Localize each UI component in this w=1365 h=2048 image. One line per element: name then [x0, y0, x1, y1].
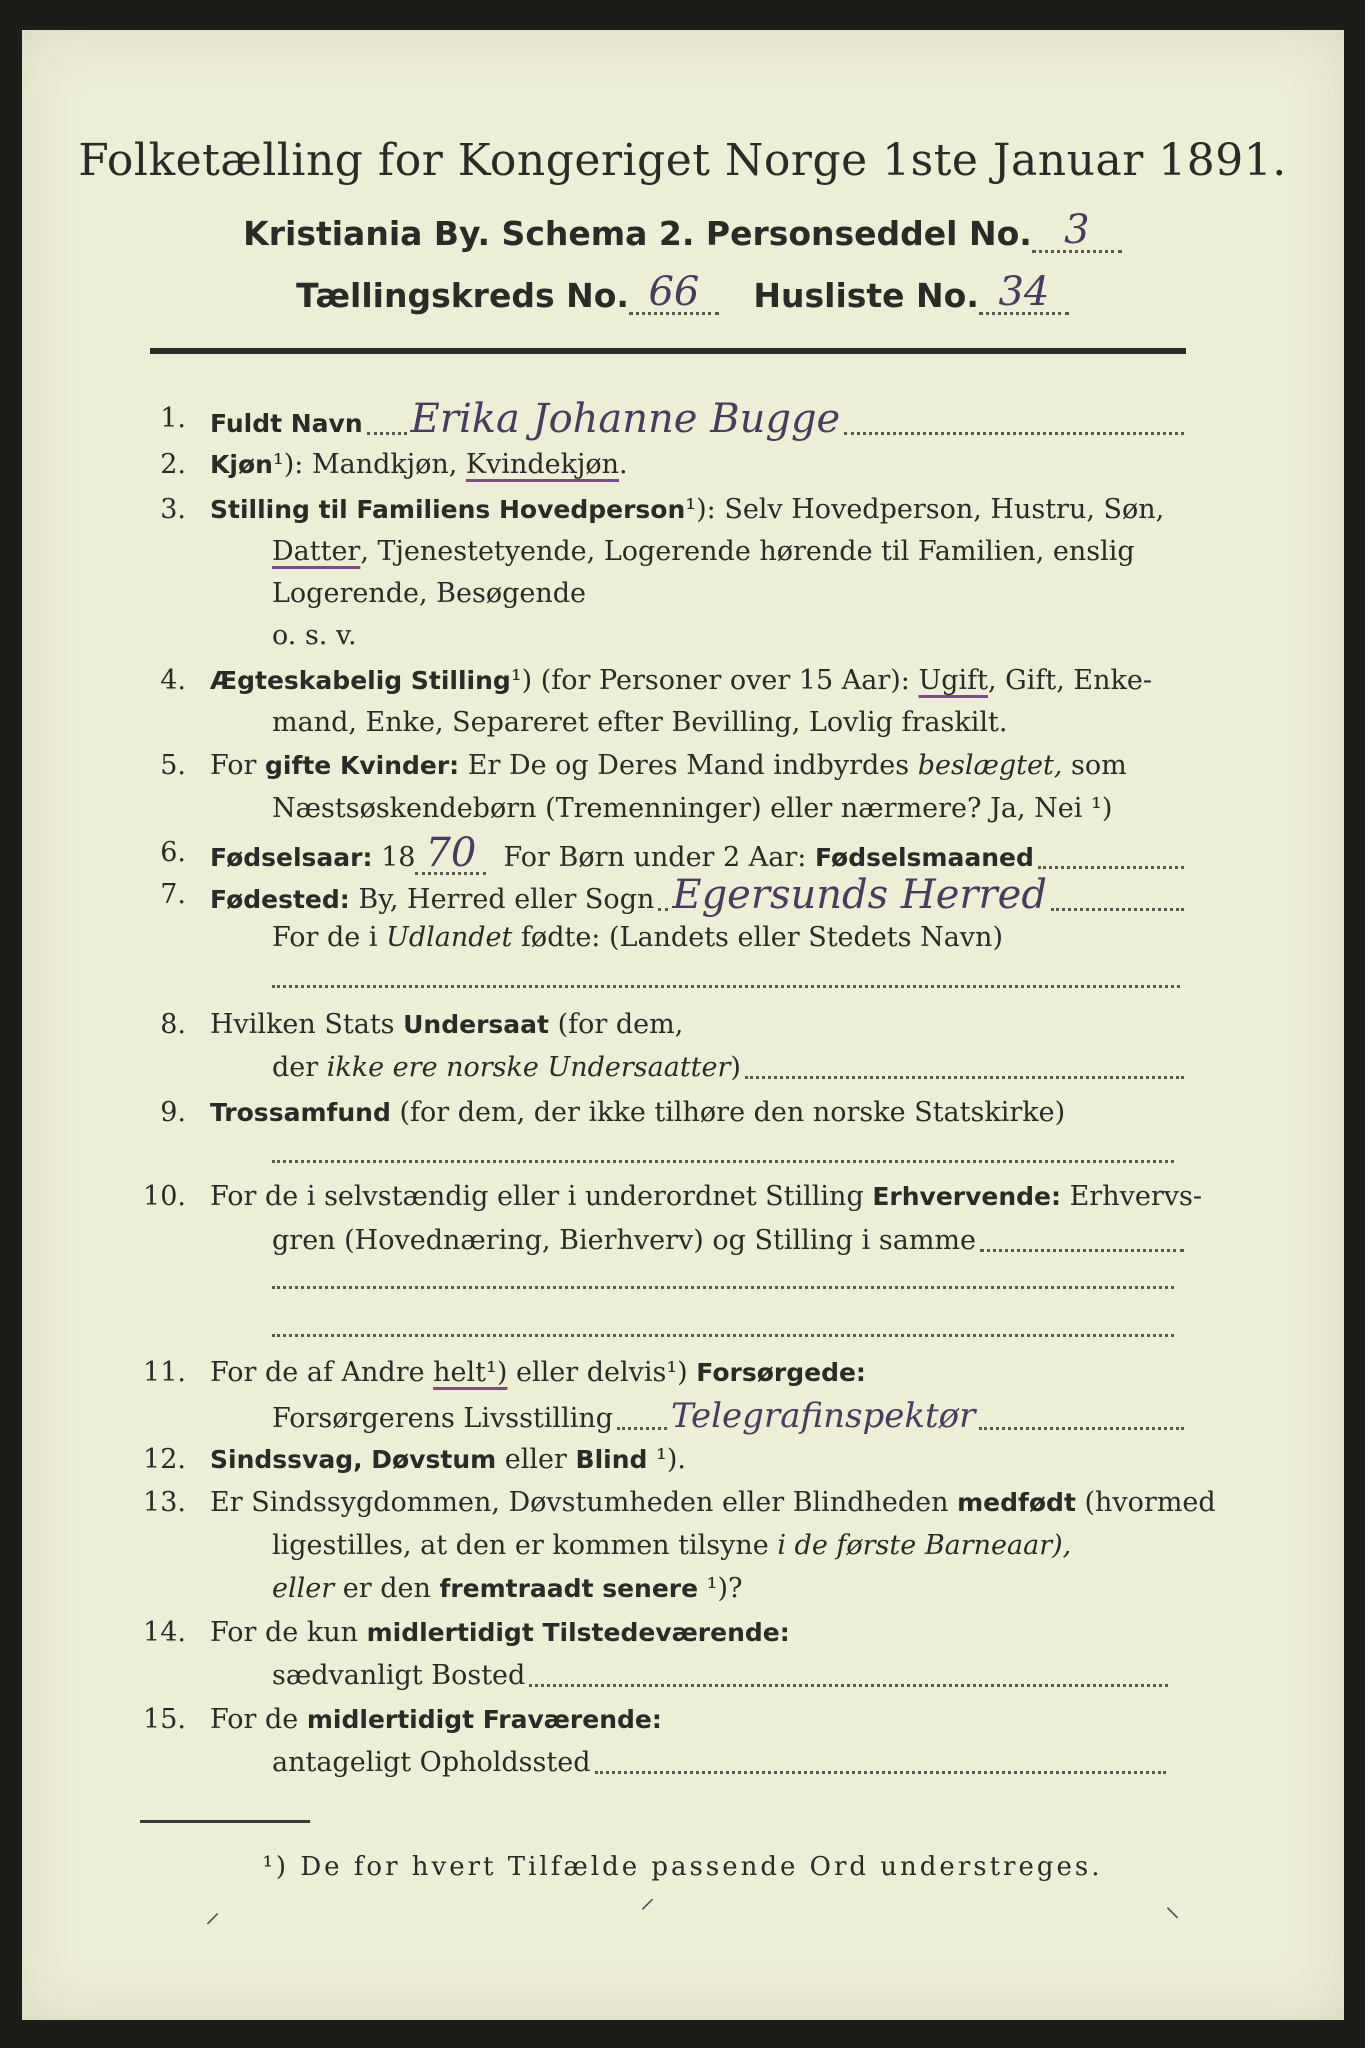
text: Erhvervs-	[1061, 1181, 1202, 1212]
pencil-mark-icon: ⸜	[1165, 1889, 1180, 1924]
birth-year-value[interactable]: 70	[415, 834, 486, 875]
birthplace-label: Fødested:	[210, 885, 350, 914]
item-number: 10.	[143, 1181, 186, 1212]
text: For de kun	[210, 1617, 367, 1648]
item-number: 2.	[160, 449, 186, 480]
text: gren (Hovednæring, Bierhverv) og Stilling i samme	[272, 1225, 977, 1256]
dotted-leader	[1051, 908, 1184, 911]
temporary-absent-label: midlertidigt Fraværende:	[306, 1705, 662, 1734]
dotted-leader	[658, 908, 668, 911]
italic-text: ikke ere norske Undersaatter	[326, 1052, 731, 1083]
sex-selected[interactable]: Kvindekjøn	[465, 449, 620, 480]
item-number: 8.	[160, 1009, 186, 1040]
footnote-mark: ¹)	[272, 449, 295, 480]
full-name-value[interactable]: Erika Johanne Bugge	[410, 396, 841, 442]
item-number: 5.	[160, 750, 186, 781]
header-rule	[150, 348, 1186, 354]
text: er den	[334, 1573, 440, 1604]
item-number: 11.	[143, 1357, 186, 1388]
position-etc: o. s. v.	[272, 620, 357, 651]
household-position-label: Stilling til Familiens Hovedperson	[210, 495, 686, 524]
dotted-leader	[1038, 866, 1184, 869]
text: (for dem, der ikke tilhøre den norske Statskirke)	[390, 1097, 1066, 1128]
italic-text: eller	[272, 1573, 335, 1604]
religion-field[interactable]	[272, 1160, 1174, 1163]
pencil-mark-icon: ⸝	[205, 1895, 220, 1930]
text: ¹)?	[698, 1573, 743, 1604]
item-number: 13.	[143, 1487, 186, 1518]
text: antageligt Opholdssted	[272, 1747, 591, 1778]
item-number: 4.	[160, 665, 186, 696]
text: )	[730, 1052, 741, 1083]
blind-label: Blind	[575, 1445, 648, 1474]
dotted-leader	[979, 1427, 1184, 1430]
text: sædvanligt Bosted	[272, 1660, 526, 1691]
marital-status-label: Ægteskabelig Stilling	[210, 666, 511, 695]
text: fødte: (Landets eller Stedets Navn)	[512, 922, 1003, 953]
year-prefix: 18	[372, 842, 416, 873]
schema-line	[0, 207, 1365, 253]
foreign-birthplace-line[interactable]	[272, 985, 1180, 988]
item-number: 3.	[160, 494, 186, 525]
text: ¹).	[647, 1444, 686, 1475]
usual-residence-field[interactable]	[529, 1684, 1168, 1687]
text: For de i selvstændig eller i underordnet Stilling	[210, 1181, 873, 1212]
text: For Børn under 2 Aar:	[486, 842, 815, 873]
footnote-rule	[140, 1820, 310, 1823]
text: der	[272, 1052, 327, 1083]
husliste-label: Husliste No.	[753, 276, 979, 315]
birthplace-value[interactable]: Egersunds Herred	[672, 872, 1047, 918]
item-number: 6.	[160, 837, 186, 868]
item-number: 1.	[160, 403, 186, 434]
item-number: 12.	[143, 1444, 186, 1475]
marital-options: (for Personer over 15 Aar):	[532, 665, 919, 696]
kreds-no-field[interactable]: 66	[629, 272, 719, 315]
text: Er Sindssygdommen, Døvstumheden eller Blindheden	[210, 1487, 958, 1518]
item-number: 7.	[160, 879, 186, 910]
italic-text: Udlandet	[386, 922, 513, 953]
text: For de af Andre	[210, 1357, 434, 1388]
husliste-no-field[interactable]: 34	[979, 272, 1069, 315]
text: eller	[496, 1444, 576, 1475]
temporary-present-label: midlertidigt Tilstedeværende:	[366, 1618, 790, 1647]
text: eller delvis¹)	[507, 1357, 697, 1388]
position-options-cont: , Tjenestetyende, Logerende hørende til Familien, enslig	[360, 536, 1135, 567]
punct: .	[619, 449, 628, 480]
schema-label: Kristiania By. Schema 2. Personseddel No.	[243, 214, 1032, 253]
disability-label: Sindssvag, Døvstum	[210, 1445, 497, 1474]
occupation-label: Erhvervende:	[872, 1182, 1062, 1211]
religion-label: Trossamfund	[210, 1098, 391, 1127]
dotted-leader	[617, 1427, 667, 1430]
marital-options-cont: , Gift, Enke-	[988, 665, 1152, 696]
congenital-label: medfødt	[957, 1488, 1076, 1517]
text: For	[210, 750, 266, 781]
footnote-mark: ¹)	[510, 665, 533, 696]
text: (for dem,	[548, 1009, 684, 1040]
italic-text: beslægtet,	[917, 750, 1063, 781]
birth-year-label: Fødselsaar:	[210, 843, 373, 872]
occupation-field-3[interactable]	[272, 1334, 1174, 1337]
footnote-mark: ¹)	[685, 494, 707, 525]
marital-options-cont: mand, Enke, Separeret efter Bevilling, Lovlig fraskilt.	[272, 707, 1008, 738]
text: For de i	[272, 922, 387, 953]
text: By, Herred eller Sogn	[349, 884, 655, 915]
citizenship-field[interactable]	[745, 1076, 1184, 1079]
position-options-cont: Logerende, Besøgende	[272, 578, 586, 609]
item-number: 15.	[143, 1704, 186, 1735]
personseddel-no-field[interactable]: 3	[1032, 210, 1122, 253]
birth-month-label: Fødselsmaaned	[814, 843, 1034, 872]
text: Forsørgerens Livsstilling	[272, 1403, 614, 1434]
position-options: : Selv Hovedperson, Hustru, Søn,	[706, 494, 1165, 525]
full-name-label: Fuldt Navn	[210, 409, 363, 438]
text: som	[1062, 750, 1127, 781]
text: (hvormed	[1075, 1487, 1216, 1518]
sex-options: : Mandkjøn,	[294, 449, 466, 480]
position-selected[interactable]: Datter	[272, 536, 361, 567]
acquired-later-label: fremtraadt senere	[439, 1574, 699, 1603]
form-title: Folketælling for Kongeriget Norge 1ste Januar 1891.	[78, 135, 1287, 186]
sex-label: Kjøn	[210, 450, 273, 479]
occupation-field[interactable]	[980, 1249, 1184, 1252]
text: ligestilles, at den er kommen tilsyne	[272, 1530, 778, 1561]
footnote: ¹) De for hvert Tilfælde passende Ord understreges.	[262, 1852, 1103, 1882]
text: Hvilken Stats	[210, 1009, 404, 1040]
kreds-line	[0, 269, 1365, 315]
probable-residence-field[interactable]	[595, 1771, 1167, 1774]
text: For de	[210, 1704, 307, 1735]
kreds-label: Tællingskreds No.	[296, 276, 629, 315]
occupation-field-2[interactable]	[272, 1286, 1174, 1289]
dotted-leader	[367, 432, 407, 435]
italic-text: i de første Barneaar),	[777, 1530, 1072, 1561]
marital-selected[interactable]: Ugift	[918, 665, 989, 696]
provider-occupation-value[interactable]: Telegrafinspektør	[671, 1396, 976, 1436]
pencil-mark-icon: ⸍	[640, 1893, 655, 1928]
supported-label: Forsørgede:	[696, 1358, 866, 1387]
citizenship-label: Undersaat	[403, 1010, 549, 1039]
support-selected[interactable]: helt¹)	[433, 1357, 508, 1388]
text: Er De og Deres Mand indbyrdes	[459, 750, 918, 781]
item-number: 9.	[160, 1097, 186, 1128]
item-number: 14.	[143, 1617, 186, 1648]
kinship-question: Næstsøskendebørn (Tremenninger) eller nærmere? Ja, Nei ¹)	[272, 793, 1113, 824]
dotted-leader	[844, 432, 1184, 435]
married-women-label: gifte Kvinder:	[265, 751, 460, 780]
